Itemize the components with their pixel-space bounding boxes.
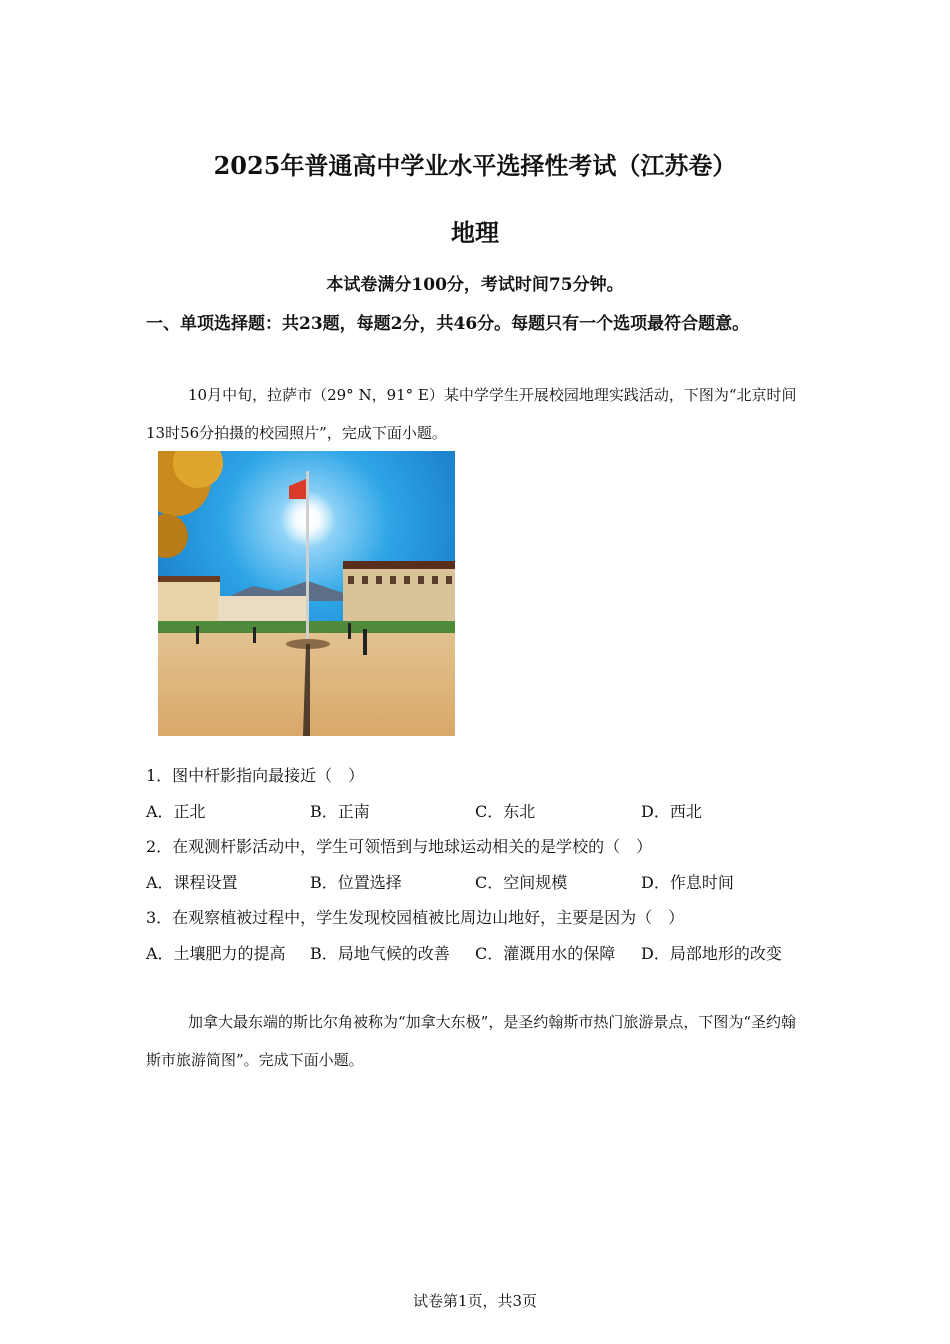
exam-info: 本试卷满分100分，考试时间75分钟。 [326, 275, 624, 295]
option-c[interactable]: C．东北 [475, 802, 536, 821]
page-footer: 试卷第1页，共3页 [412, 1292, 538, 1310]
question-3-stem: 3．在观察植被过程中，学生发现校园植被比周边山地好，主要是因为（ ） [146, 908, 685, 927]
option-b[interactable]: B．局地气候的改善 [310, 944, 450, 963]
passage-1-text: 10月中旬，拉萨市（29° N，91° E）某中学学生开展校园地理实践活动，下图为“北京时间13时56分拍摄的校园照片”，完成下面小题。 [146, 386, 797, 442]
passage-2 [146, 1003, 806, 1079]
option-b[interactable]: B．位置选择 [310, 873, 402, 892]
option-c[interactable]: C．空间规模 [475, 873, 568, 892]
option-d[interactable]: D．西北 [641, 802, 702, 821]
subject-title: 地理 [451, 218, 499, 247]
option-a[interactable]: A．土壤肥力的提高 [146, 944, 286, 963]
question-2-stem: 2．在观测杆影活动中，学生可领悟到与地球运动相关的是学校的（ ） [146, 837, 653, 856]
option-a[interactable]: A．课程设置 [146, 873, 238, 892]
passage-1 [146, 376, 806, 452]
question-1-stem: 1．图中杆影指向最接近（ ） [146, 766, 365, 785]
exam-title: 2025年普通高中学业水平选择性考试（江苏卷） [213, 151, 737, 180]
option-a[interactable]: A．正北 [146, 802, 206, 821]
passage-2-text: 加拿大最东端的斯比尔角被称为“加拿大东极”，是圣约翰斯市热门旅游景点，下图为“圣约翰斯市旅游简图”。完成下面小题。 [146, 1013, 797, 1069]
option-c[interactable]: C．灌溉用水的保障 [475, 944, 616, 963]
option-d[interactable]: D．作息时间 [641, 873, 734, 892]
option-d[interactable]: D．局部地形的改变 [641, 944, 782, 963]
section-heading: 一、单项选择题：共23题，每题2分，共46分。每题只有一个选项最符合题意。 [146, 314, 750, 334]
campus-photo [158, 451, 455, 736]
option-b[interactable]: B．正南 [310, 802, 370, 821]
